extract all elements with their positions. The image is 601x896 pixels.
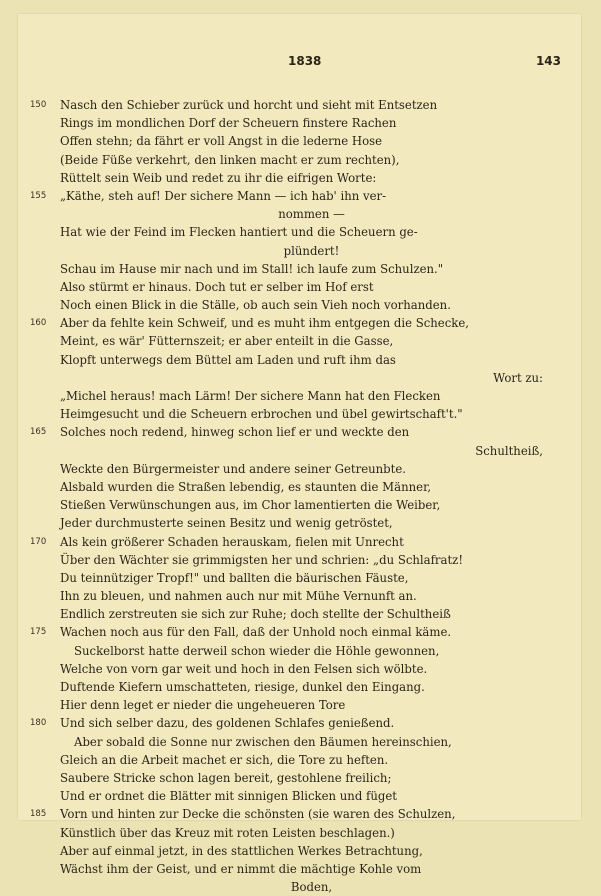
verse-text: Solches noch redend, hinweg schon lief er und weckte den xyxy=(60,425,410,440)
verse-text: Du teinnütziger Tropf!" und ballten die bäurischen Fäuste, xyxy=(60,570,409,585)
line-number: 175 xyxy=(30,627,47,638)
verse-text: „Käthe, steh auf! Der sichere Mann — ich hab' ihn ver- xyxy=(60,188,387,203)
verse-text: Noch einen Blick in die Ställe, ob auch sein Vieh noch vorhanden. xyxy=(60,298,451,313)
verse-text: Offen stehn; da fährt er voll Angst in die lederne Hose xyxy=(60,134,383,149)
verse-line xyxy=(18,860,581,878)
verse-line xyxy=(18,751,581,769)
verse-line xyxy=(18,605,581,623)
verse-text: Suckelborst hatte derweil schon wieder die Höhle gewonnen, xyxy=(74,643,440,658)
verse-line xyxy=(18,169,581,187)
verse-line xyxy=(18,242,581,260)
verse-text: Meint, es wär' Fütternszeit; er aber enteilt in die Gasse, xyxy=(60,334,394,349)
verse-line xyxy=(18,460,581,478)
verse-line xyxy=(18,278,581,296)
verse-line xyxy=(18,642,581,660)
verse-text: Künstlich über das Kreuz mit roten Leisten beschlagen.) xyxy=(60,825,395,840)
verse-text: Gleich an die Arbeit machet er sich, die Tore zu heften. xyxy=(60,752,389,767)
verse-line xyxy=(18,351,581,369)
verse-line xyxy=(18,769,581,787)
verse-line xyxy=(18,205,581,223)
verse-text: (Beide Füße verkehrt, den linken macht er zum rechten), xyxy=(60,152,400,167)
verse-line xyxy=(18,478,581,496)
verse-line xyxy=(18,187,581,205)
verse-text: Vorn und hinten zur Decke die schönsten (sie waren des Schulzen, xyxy=(60,807,456,822)
page-header xyxy=(18,54,581,74)
verse-line xyxy=(18,733,581,751)
verse-line xyxy=(18,551,581,569)
verse-line xyxy=(18,405,581,423)
verse-line xyxy=(18,714,581,732)
verse-text: Welche von vorn gar weit und hoch in den Felsen sich wölbte. xyxy=(60,661,428,676)
verse-text: „Michel heraus! mach Lärm! Der sichere Mann hat den Flecken xyxy=(60,389,441,403)
header-year: 1838 xyxy=(288,54,322,68)
verse-text: Rüttelt sein Weib und redet zu ihr die eifrigen Worte: xyxy=(60,170,377,185)
verse-line xyxy=(18,660,581,678)
verse-text: Über den Wächter sie grimmigsten her und schrien: „du Schlafratz! xyxy=(60,552,464,567)
verse-line xyxy=(18,387,581,405)
verse-text: Heimgesucht und die Scheuern erbrochen und übel gewirtschaft't." xyxy=(60,407,463,422)
verse-line xyxy=(18,514,581,532)
verse-line xyxy=(18,842,581,860)
verse-line xyxy=(18,151,581,169)
verse-text: Als kein größerer Schaden herauskam, fielen mit Unrecht xyxy=(60,534,404,549)
verse-text: Saubere Stricke schon lagen bereit, gestohlene freilich; xyxy=(60,770,392,785)
verse-line xyxy=(18,787,581,805)
page-number: 143 xyxy=(535,54,561,68)
verse-line xyxy=(18,132,581,150)
verse-text: Ihn zu bleuen, und nahmen auch nur mit Mühe Vernunft an. xyxy=(60,589,417,604)
verse-line xyxy=(18,805,581,823)
verse-line xyxy=(18,332,581,350)
verse-line xyxy=(18,442,581,460)
verse-text: Wachen noch aus für den Fall, daß der Unhold noch einmal käme. xyxy=(60,625,452,640)
verse-line xyxy=(18,569,581,587)
verse-line xyxy=(18,369,581,387)
line-number: 180 xyxy=(30,718,47,729)
line-number: 160 xyxy=(30,318,47,329)
verse-text: Hier denn leget er nieder die ungeheueren Tore xyxy=(60,698,346,713)
verse-text: Alsbald wurden die Straßen lebendig, es staunten die Männer, xyxy=(60,479,432,494)
verse-text: nommen — xyxy=(278,207,345,222)
verse-text: Und sich selber dazu, des goldenen Schlafes genießend. xyxy=(60,716,395,731)
verse-text: plündert! xyxy=(283,243,340,258)
line-number: 165 xyxy=(30,427,47,438)
verse-line xyxy=(18,423,581,441)
verse-line xyxy=(18,114,581,132)
line-number: 170 xyxy=(30,536,47,547)
verse-line xyxy=(18,623,581,641)
verse-text: Schau im Hause mir nach und im Stall! ich laufe zum Schulzen." xyxy=(60,261,444,276)
verse-line xyxy=(18,696,581,714)
line-number: 155 xyxy=(30,190,47,201)
verse-text: Aber sobald die Sonne nur zwischen den Bäumen hereinschien, xyxy=(74,734,452,749)
verse-text: Boden, xyxy=(290,880,333,895)
verse-line xyxy=(18,260,581,278)
book-page xyxy=(18,14,581,895)
verse-line xyxy=(18,96,581,114)
verse-line xyxy=(18,496,581,514)
verse-line xyxy=(18,314,581,332)
verse-line xyxy=(18,878,581,896)
verse-text: Weckte den Bürgermeister und andere seiner Getreunbte. xyxy=(60,461,406,476)
verse-text: Klopft unterwegs dem Büttel am Laden und ruft ihm das xyxy=(60,352,396,367)
line-number: 150 xyxy=(30,100,47,110)
verse-text: Aber da fehlte kein Schweif, und es muht ihm entgegen die Schecke, xyxy=(60,316,469,331)
verse-text: Wort zu: xyxy=(493,370,543,385)
verse-text: Duftende Kiefern umschatteten, riesige, dunkel den Eingang. xyxy=(60,680,425,694)
verse-text: Rings im mondlichen Dorf der Scheuern finstere Rachen xyxy=(60,116,397,131)
verse-text: Also stürmt er hinaus. Doch tut er selber im Hof erst xyxy=(60,279,374,294)
verse-line xyxy=(18,223,581,241)
verse-line xyxy=(18,533,581,551)
verse-text: Und er ordnet die Blätter mit sinnigen Blicken und füget xyxy=(60,789,397,804)
line-number: 185 xyxy=(30,809,47,820)
verse-text: Nasch den Schieber zurück und horcht und sieht mit Entsetzen xyxy=(60,98,438,112)
verse-line xyxy=(18,678,581,696)
verse-text: Wächst ihm der Geist, und er nimmt die mächtige Kohle vom xyxy=(60,861,422,876)
verse-line xyxy=(18,296,581,314)
verse-line xyxy=(18,587,581,605)
poem-body xyxy=(18,96,581,896)
verse-text: Jeder durchmusterte seinen Besitz und wenig getröstet, xyxy=(60,516,393,531)
verse-text: Hat wie der Feind im Flecken hantiert und die Scheuern ge- xyxy=(60,225,418,240)
verse-text: Schultheiß, xyxy=(475,443,543,458)
verse-text: Aber auf einmal jetzt, in des stattlichen Werkes Betrachtung, xyxy=(60,843,423,858)
verse-text: Endlich zerstreuten sie sich zur Ruhe; doch stellte der Schultheiß xyxy=(60,607,451,622)
verse-text: Stießen Verwünschungen aus, im Chor lamentierten die Weiber, xyxy=(60,498,441,513)
verse-line xyxy=(18,824,581,842)
